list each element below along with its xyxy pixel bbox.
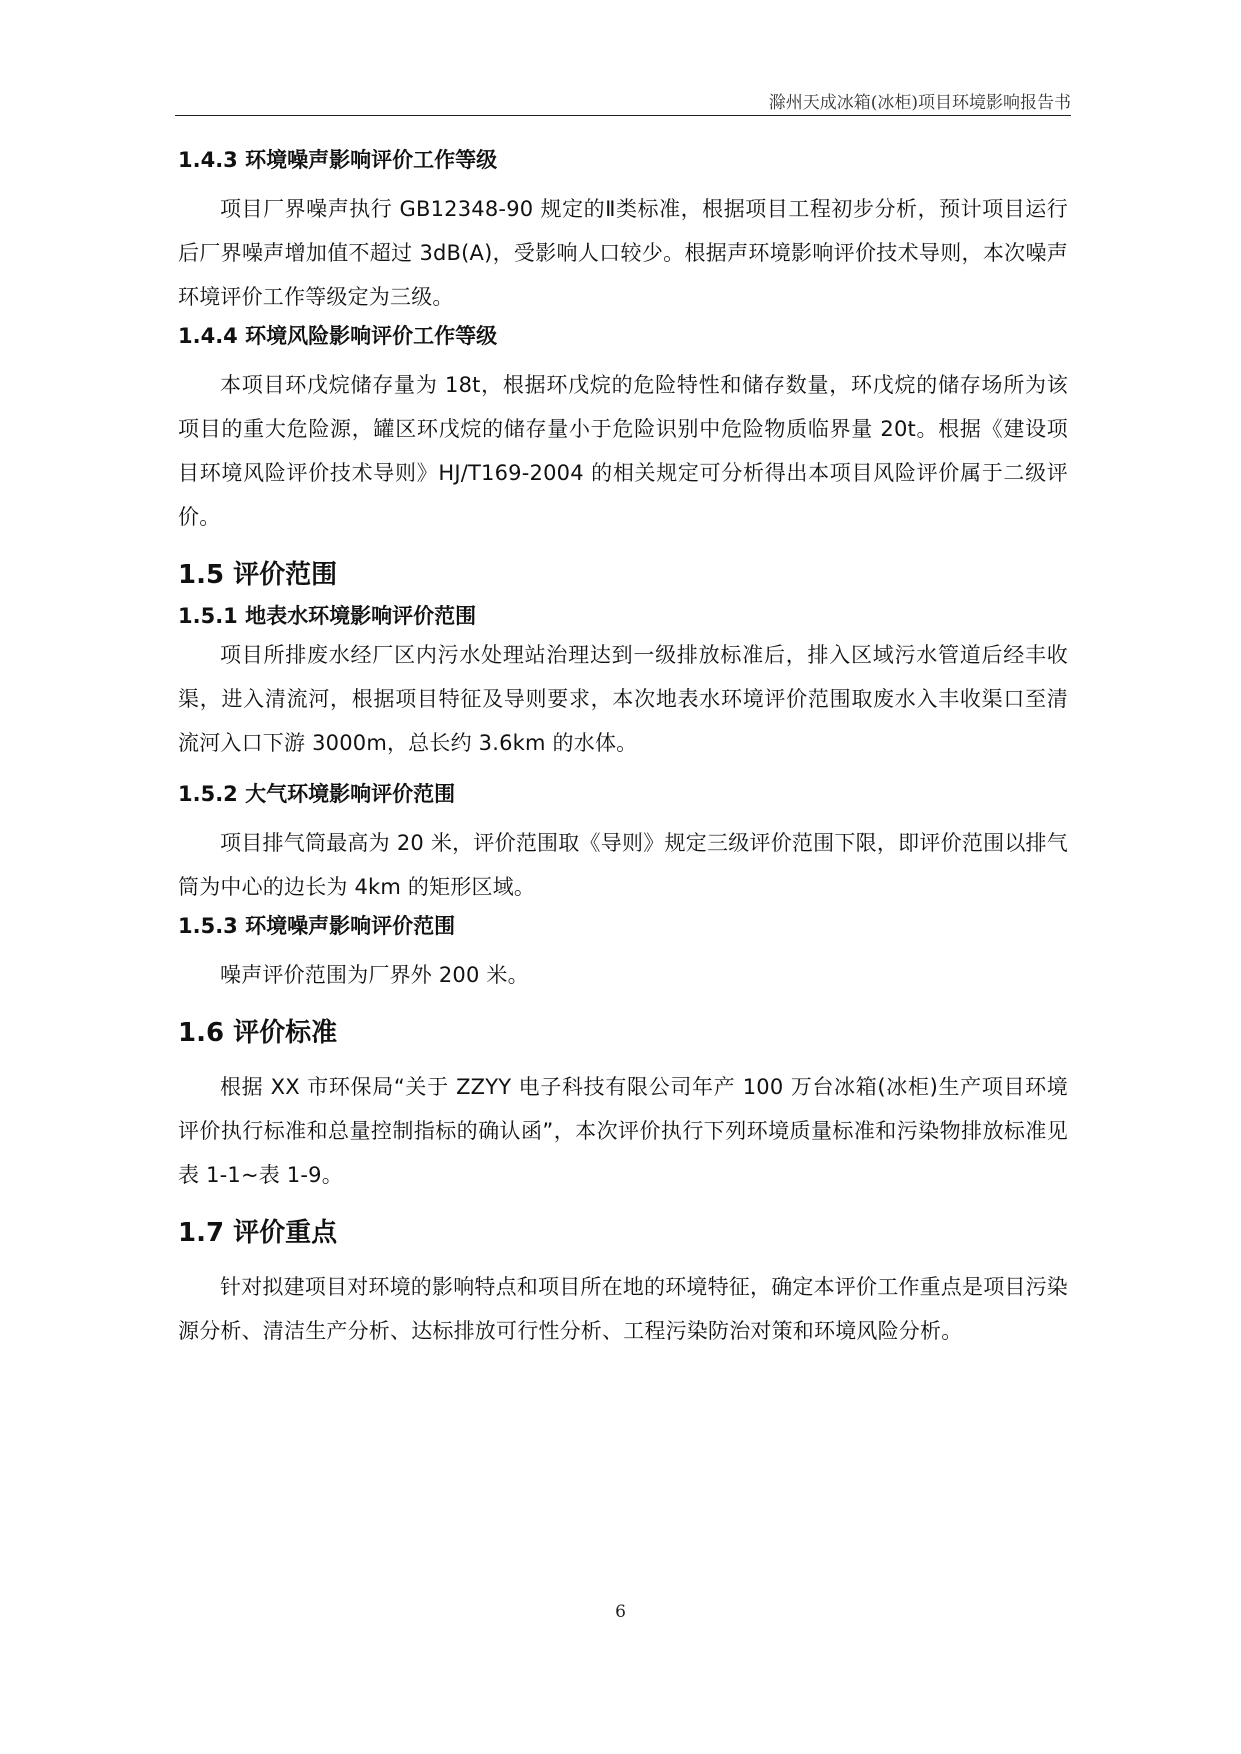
heading-1-5: 1.5 评价范围 [178, 560, 338, 590]
heading-1-4-3: 1.4.3 环境噪声影响评价工作等级 [178, 148, 498, 172]
paragraph-1-6: 根据 XX 市环保局“关于 ZZYY 电子科技有限公司年产 100 万台冰箱(冰柜)生产项目环境评价执行标准和总量控制指标的确认函”，本次评价执行下列环境质量标准和污染物排放标准见表 1-1~表 1-9。 [178, 1075, 1068, 1187]
heading-1-5-1: 1.5.1 地表水环境影响评价范围 [178, 604, 477, 628]
paragraph-1-5-3: 噪声评价范围为厂界外 200 米。 [220, 963, 529, 987]
paragraph-1-4-3: 项目厂界噪声执行 GB12348-90 规定的Ⅱ类标准，根据项目工程初步分析，预计项目运行后厂界噪声增加值不超过 3dB(A)，受影响人口较少。根据声环境影响评价技术导则，本次噪声环境评价工作等级定为三级。 [178, 197, 1068, 309]
paragraph-1-4-4: 本项目环戊烷储存量为 18t，根据环戊烷的危险特性和储存数量，环戊烷的储存场所为该项目的重大危险源，罐区环戊烷的储存量小于危险识别中危险物质临界量 20t。根据《建设项目环境风险评价技术导则》HJ/T169-2004 的相关规定可分析得出本项目风险评价属于二级评价。 [178, 373, 1068, 529]
heading-1-6: 1.6 评价标准 [178, 1018, 338, 1048]
header-rule [175, 115, 1071, 116]
page-number: 6 [615, 1602, 626, 1622]
heading-1-5-3: 1.5.3 环境噪声影响评价范围 [178, 914, 456, 938]
heading-1-7: 1.7 评价重点 [178, 1218, 338, 1248]
heading-1-4-4: 1.4.4 环境风险影响评价工作等级 [178, 324, 498, 348]
paragraph-1-5-1: 项目所排废水经厂区内污水处理站治理达到一级排放标准后，排入区域污水管道后经丰收渠，进入清流河，根据项目特征及导则要求，本次地表水环境评价范围取废水入丰收渠口至清流河入口下游 3000m，总长约 3.6km 的水体。 [178, 643, 1068, 755]
document-body [178, 145, 1068, 1353]
heading-1-5-2: 1.5.2 大气环境影响评价范围 [178, 782, 456, 806]
running-header: 滁州天成冰箱(冰柜)项目环境影响报告书 [768, 93, 1071, 113]
paragraph-1-7: 针对拟建项目对环境的影响特点和项目所在地的环境特征，确定本评价工作重点是项目污染源分析、清洁生产分析、达标排放可行性分析、工程污染防治对策和环境风险分析。 [178, 1275, 1068, 1343]
paragraph-1-5-2: 项目排气筒最高为 20 米，评价范围取《导则》规定三级评价范围下限，即评价范围以排气筒为中心的边长为 4km 的矩形区域。 [178, 831, 1068, 899]
